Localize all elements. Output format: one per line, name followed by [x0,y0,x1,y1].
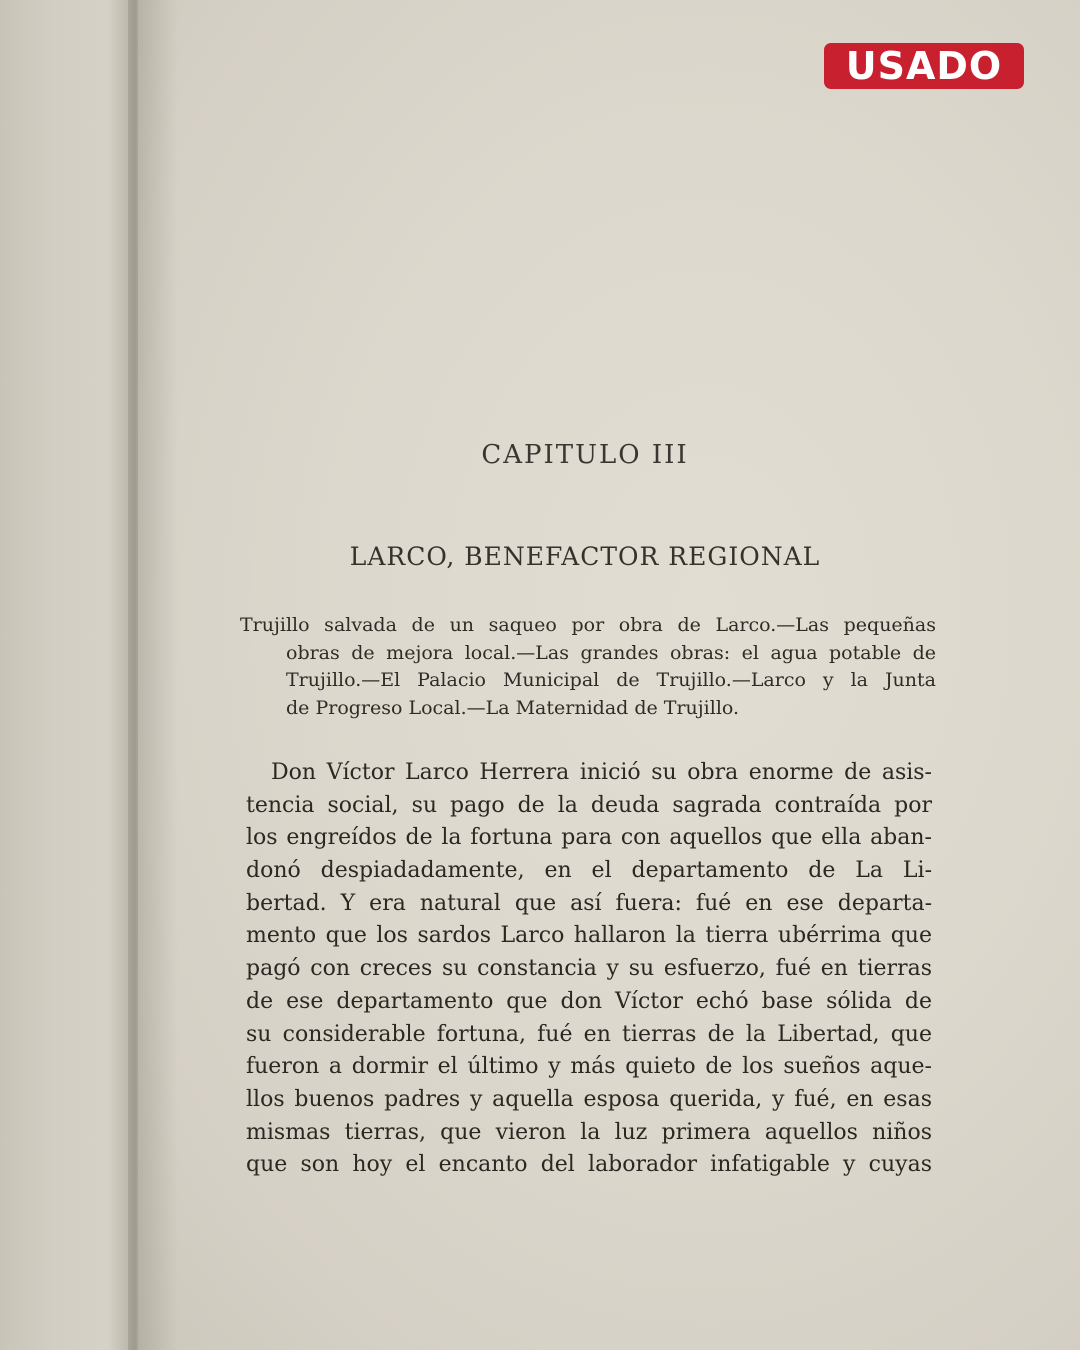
body-line: mismas tierras, que vieron la luz primera aquellos niños [246,1119,932,1145]
body-line: bertad. Y era natural que así fuera: fué en ese departa- [246,890,932,916]
summary-line: obras de mejora local.—Las grandes obras: el agua potable de [286,641,936,664]
body-paragraph [246,757,932,1182]
chapter-title: LARCO, BENEFACTOR REGIONAL [349,542,821,571]
body-line: su considerable fortuna, fué en tierras de la Libertad, que [246,1021,932,1047]
body-line: fueron a dormir el último y más quieto de los sueños aque- [246,1054,932,1080]
body-line: donó despiadadamente, en el departamento de La Li- [246,858,932,884]
body-line: los engreídos de la fortuna para con aquellos que ella aban- [246,825,932,851]
chapter-summary [240,612,936,722]
body-line: que son hoy el encanto del laborador infatigable y cuyas [246,1152,932,1178]
body-line: llos buenos padres y aquella esposa querida, y fué, en esas [246,1086,932,1112]
body-line: Don Víctor Larco Herrera inició su obra enorme de asis- [271,760,932,785]
body-line: pagó con creces su constancia y su esfuerzo, fué en tierras [246,956,932,982]
body-line: tencia social, su pago de la deuda sagrada contraída por [246,792,932,818]
body-line: mento que los sardos Larco hallaron la tierra ubérrima que [246,923,932,949]
summary-line: de Progreso Local.—La Maternidad de Trujillo. [286,696,740,719]
summary-line: Trujillo.—El Palacio Municipal de Trujillo.—Larco y la Junta [286,669,936,691]
body-line: de ese departamento que don Víctor echó base sólida de [246,988,932,1014]
chapter-heading: CAPITULO III [481,440,689,470]
left-page-edge [0,0,138,1350]
used-badge: USADO [824,43,1024,89]
summary-line: Trujillo salvada de un saqueo por obra de Larco.—Las pequeñas [240,614,936,636]
